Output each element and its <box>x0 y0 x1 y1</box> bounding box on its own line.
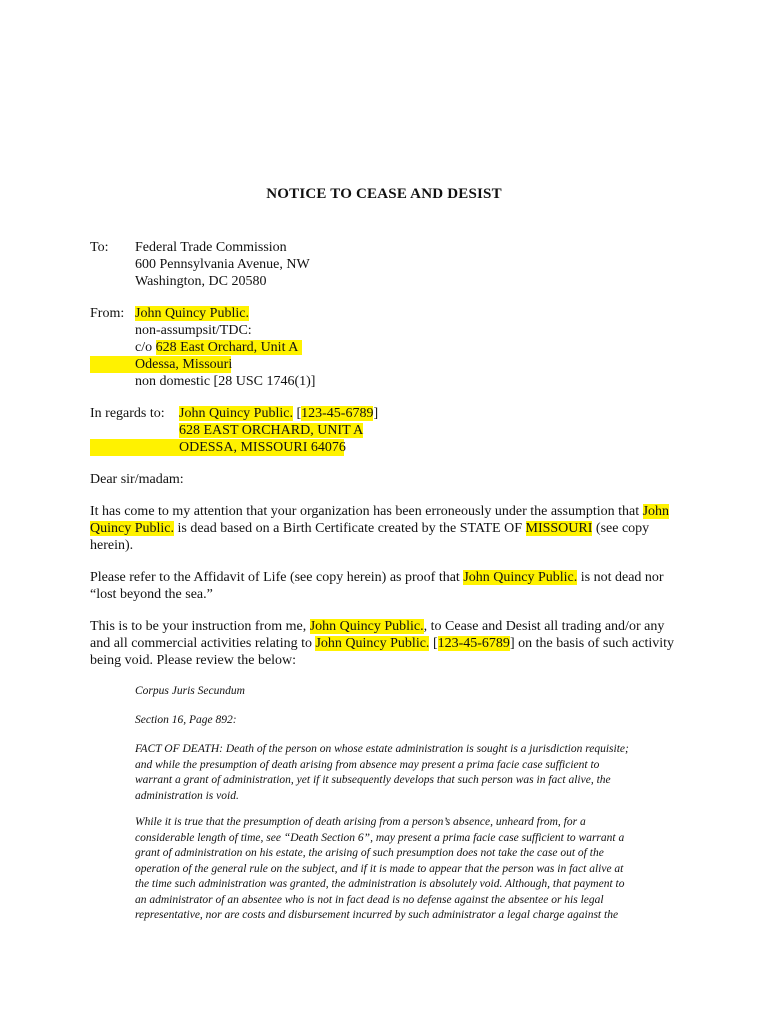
para1-name-a: John <box>642 504 670 519</box>
from-address-highlight: 628 East Orchard, Unit A <box>156 340 303 355</box>
quote-while-line: an administrator of an absentee who is not in fact dead is no defense against the absentee or his legal <box>135 893 604 906</box>
quote-while-line: While it is true that the presumption of death arising from a person’s absence, unheard from, for a <box>135 816 586 828</box>
para3-ssn: 123-45-6789 <box>437 636 510 651</box>
quote-source: Corpus Juris Secundum <box>135 685 245 697</box>
para2-text-b: is not dead nor <box>577 570 664 585</box>
quote-while-line: the time such administration was granted, the administration is absolutely void. Although, that payment to <box>135 878 625 890</box>
para3-line-2 <box>90 635 674 652</box>
regards-ssn: 123-45-6789 <box>301 406 374 421</box>
from-line-5: non domestic [28 USC 1746(1)] <box>135 374 316 389</box>
para1-state: MISSOURI <box>525 521 593 536</box>
para1-text-c: (see copy <box>592 521 650 536</box>
salutation: Dear sir/madam: <box>90 472 184 487</box>
para3-name-b: John Quincy Public. <box>315 636 430 651</box>
quote-fact-line: warrant a grant of administration, yet if it subsequently develops that such person was in fact alive, the <box>135 774 611 786</box>
para1-line-1 <box>90 503 669 520</box>
para3-name-a: John Quincy Public. <box>309 619 424 634</box>
quote-while-line: operation of the general rule on the subject, and if it is made to appear that the person was in fact alive at <box>135 862 624 875</box>
para1-line-3: herein). <box>90 538 134 553</box>
quote-section: Section 16, Page 892: <box>135 714 237 726</box>
document-title: NOTICE TO CEASE AND DESIST <box>266 186 502 202</box>
from-name <box>135 305 249 322</box>
regards-address-highlight: 628 EAST ORCHARD, UNIT A <box>179 423 364 438</box>
quote-fact-line: and while the presumption of death arising from absence may present a prima facie case sufficient to <box>135 758 600 771</box>
regards-name-line <box>179 405 378 422</box>
quote-fact-paragraph <box>135 742 680 804</box>
para2-line-1 <box>90 569 664 586</box>
para1-text-b: is dead based on a Birth Certificate created by the STATE OF <box>174 521 526 536</box>
to-line-3: Washington, DC 20580 <box>135 274 267 289</box>
to-line-2: 600 Pennsylvania Avenue, NW <box>135 257 310 272</box>
para2-name: John Quincy Public. <box>463 570 578 585</box>
from-city <box>90 356 231 373</box>
para3-line-3: being void. Please review the below: <box>90 653 297 668</box>
quote-while-line: representative, nor are costs and disbursement incurred by such administrator a legal charge against the <box>135 909 619 921</box>
quote-while-line: considerable length of time, see “Death Section 6”, may present a prima facie case sufficient to warrant a <box>135 831 625 844</box>
para2-text-a: Please refer to the Affidavit of Life (see copy herein) as proof that <box>90 570 464 585</box>
para3-line-1 <box>90 618 664 635</box>
from-line-2: non-assumpsit/TDC: <box>135 323 252 338</box>
regards-city <box>90 439 344 456</box>
para3-text-e: ] on the basis of such activity <box>509 636 675 651</box>
quote-fact-line: administration is void. <box>135 789 239 802</box>
quote-while-line: grant of administration on his estate, the arising of such presumption does not take the case out of the <box>135 847 604 859</box>
from-city-text: Odessa, Missouri <box>135 357 233 372</box>
to-label: To: <box>90 240 109 255</box>
para1-line-2 <box>90 520 649 537</box>
to-line-1: Federal Trade Commission <box>135 240 287 255</box>
regards-name: John Quincy Public. <box>179 406 293 421</box>
quote-while-paragraph <box>135 815 680 924</box>
regards-city-text: ODESSA, MISSOURI 64076 <box>179 440 346 455</box>
regards-bracket-close: ] <box>373 406 379 421</box>
from-address <box>135 339 302 356</box>
from-name-highlight: John Quincy Public. <box>135 306 249 321</box>
from-label: From: <box>90 306 125 321</box>
para1-name-b: Quincy Public. <box>90 521 174 536</box>
para3-text-b: , to Cease and Desist all trading and/or any <box>423 619 665 634</box>
para3-text-a: This is to be your instruction from me, <box>90 619 310 634</box>
para3-text-c: and all commercial activities relating to <box>90 636 316 651</box>
para3-text-d: [ <box>429 636 438 651</box>
regards-label: In regards to: <box>90 406 165 421</box>
para2-line-2: “lost beyond the sea.” <box>90 587 213 602</box>
para1-text-a: It has come to my attention that your organization has been erroneously under the assumption that <box>90 504 643 519</box>
quote-fact-line: FACT OF DEATH: Death of the person on whose estate administration is sought is a jurisdiction requisite; <box>135 743 629 755</box>
regards-address <box>179 422 363 439</box>
regards-bracket-open: [ <box>292 406 302 421</box>
from-co-prefix: c/o <box>135 340 156 355</box>
